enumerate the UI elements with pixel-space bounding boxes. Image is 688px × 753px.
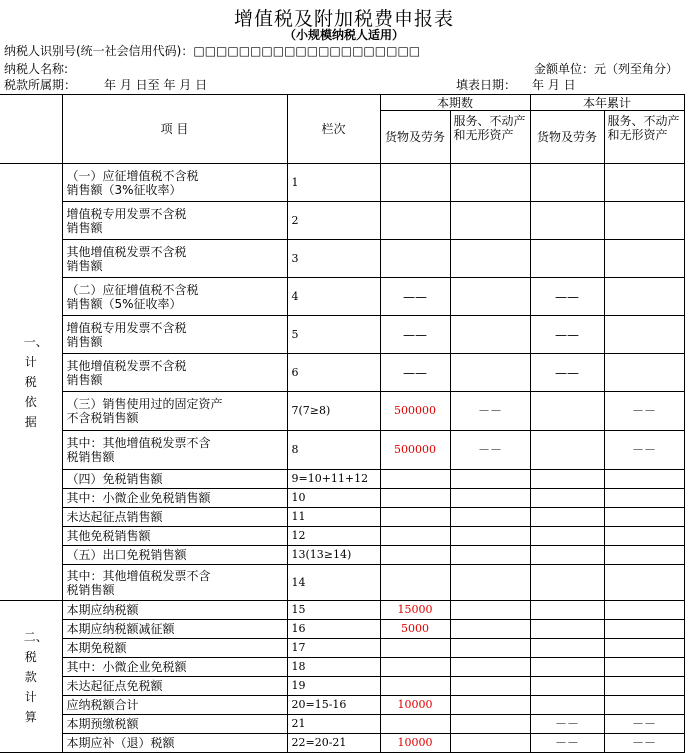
cell-year-services[interactable] bbox=[604, 639, 684, 658]
cell-current-services[interactable] bbox=[450, 527, 530, 546]
row-item-label: 其中：其他增值税发票不含 税销售额 bbox=[62, 565, 287, 601]
cell-year-goods[interactable] bbox=[530, 546, 604, 565]
cell-current-goods[interactable] bbox=[380, 658, 450, 677]
cell-current-services[interactable] bbox=[450, 278, 530, 316]
table-row bbox=[0, 546, 684, 565]
row-line-number: 9=10+11+12 bbox=[287, 470, 380, 489]
row-item-label: 未达起征点销售额 bbox=[62, 508, 287, 527]
section-calc-label bbox=[0, 601, 62, 753]
row-line-number: 12 bbox=[287, 527, 380, 546]
row-line-number: 2 bbox=[287, 202, 380, 240]
cell-current-goods[interactable]: 5000 bbox=[380, 620, 450, 639]
cell-current-services[interactable] bbox=[450, 639, 530, 658]
table-row bbox=[0, 620, 684, 639]
row-line-number: 10 bbox=[287, 489, 380, 508]
cell-year-services[interactable] bbox=[604, 620, 684, 639]
row-line-number: 21 bbox=[287, 715, 380, 734]
row-line-number: 13(13≥14) bbox=[287, 546, 380, 565]
table-row bbox=[0, 164, 684, 202]
cell-year-goods[interactable] bbox=[530, 164, 604, 202]
cell-current-services[interactable] bbox=[450, 620, 530, 639]
cell-current-services[interactable] bbox=[450, 677, 530, 696]
form-title: 增值税及附加税费申报表 bbox=[233, 8, 454, 30]
row-item-label: 其他免税销售额 bbox=[62, 527, 287, 546]
table-row bbox=[0, 677, 684, 696]
row-item-label: 其中：小微企业免税销售额 bbox=[62, 489, 287, 508]
row-item-label: （一）应征增值税不含税 销售额（3%征收率） bbox=[62, 164, 287, 202]
cell-year-services[interactable] bbox=[604, 354, 684, 392]
cell-year-goods[interactable]: —— bbox=[530, 354, 604, 392]
col-line-header: 栏次 bbox=[287, 95, 380, 164]
row-line-number: 5 bbox=[287, 316, 380, 354]
cell-year-services[interactable] bbox=[604, 546, 684, 565]
cell-year-goods[interactable] bbox=[530, 677, 604, 696]
cell-current-goods[interactable] bbox=[380, 202, 450, 240]
row-line-number: 15 bbox=[287, 601, 380, 620]
cell-year-goods[interactable] bbox=[530, 202, 604, 240]
cell-year-goods[interactable]: －－ bbox=[530, 715, 604, 734]
cell-year-services[interactable] bbox=[604, 565, 684, 601]
cell-current-services[interactable] bbox=[450, 354, 530, 392]
row-line-number: 19 bbox=[287, 677, 380, 696]
cell-year-services[interactable] bbox=[604, 278, 684, 316]
cell-current-services[interactable] bbox=[450, 601, 530, 620]
cell-year-goods[interactable]: —— bbox=[530, 278, 604, 316]
row-item-label: 本期预缴税额 bbox=[62, 715, 287, 734]
cell-current-services[interactable] bbox=[450, 164, 530, 202]
row-item-label: （三）销售使用过的固定资产 不含税销售额 bbox=[62, 392, 287, 431]
table-row bbox=[0, 316, 684, 354]
cell-year-services[interactable] bbox=[604, 240, 684, 278]
cell-year-services[interactable] bbox=[604, 202, 684, 240]
row-line-number: 6 bbox=[287, 354, 380, 392]
form-subtitle: （小规模纳税人适用） bbox=[283, 28, 404, 42]
row-line-number: 16 bbox=[287, 620, 380, 639]
cell-year-services[interactable]: －－ bbox=[604, 392, 684, 431]
cell-current-goods[interactable] bbox=[380, 639, 450, 658]
cell-current-services[interactable] bbox=[450, 734, 530, 753]
table-row bbox=[0, 354, 684, 392]
cell-current-services[interactable]: －－ bbox=[450, 392, 530, 431]
fill-date-value[interactable]: 年 月 日 bbox=[532, 78, 576, 92]
row-item-label: 增值税专用发票不含税 销售额 bbox=[62, 202, 287, 240]
section-basis-label bbox=[0, 164, 62, 601]
col-item-header: 项 目 bbox=[62, 95, 287, 164]
declaration-table bbox=[0, 94, 685, 753]
row-item-label: 其他增值税发票不含税 销售额 bbox=[62, 240, 287, 278]
row-line-number: 11 bbox=[287, 508, 380, 527]
cell-current-services[interactable] bbox=[450, 715, 530, 734]
cell-year-goods[interactable] bbox=[530, 658, 604, 677]
row-line-number: 7(7≥8) bbox=[287, 392, 380, 431]
row-line-number: 8 bbox=[287, 431, 380, 470]
row-item-label: （二）应征增值税不含税 销售额（5%征收率） bbox=[62, 278, 287, 316]
cell-year-services[interactable]: －－ bbox=[604, 715, 684, 734]
cell-current-goods[interactable] bbox=[380, 164, 450, 202]
cell-year-services[interactable] bbox=[604, 508, 684, 527]
cell-year-services[interactable] bbox=[604, 489, 684, 508]
table-row bbox=[0, 278, 684, 316]
cell-current-goods[interactable] bbox=[380, 470, 450, 489]
cell-year-goods[interactable] bbox=[530, 601, 604, 620]
cell-current-goods[interactable]: —— bbox=[380, 316, 450, 354]
cell-current-services[interactable] bbox=[450, 508, 530, 527]
col-year-services-header: 服务、不动产和无形资产 bbox=[604, 111, 684, 164]
row-item-label: 其他增值税发票不含税 销售额 bbox=[62, 354, 287, 392]
cell-current-services[interactable] bbox=[450, 696, 530, 715]
taxpayer-name-label: 纳税人名称: bbox=[4, 62, 69, 76]
cell-year-services[interactable]: －－ bbox=[604, 431, 684, 470]
cell-year-services[interactable] bbox=[604, 316, 684, 354]
cell-current-goods[interactable] bbox=[380, 565, 450, 601]
cell-current-goods[interactable] bbox=[380, 677, 450, 696]
cell-current-goods[interactable] bbox=[380, 546, 450, 565]
cell-current-services[interactable] bbox=[450, 546, 530, 565]
table-row bbox=[0, 240, 684, 278]
cell-current-goods[interactable]: —— bbox=[380, 278, 450, 316]
cell-year-goods[interactable] bbox=[530, 431, 604, 470]
cell-current-services[interactable] bbox=[450, 470, 530, 489]
table-row bbox=[0, 565, 684, 601]
row-item-label: 应纳税额合计 bbox=[62, 696, 287, 715]
cell-year-goods[interactable] bbox=[530, 696, 604, 715]
row-item-label: 本期应纳税额减征额 bbox=[62, 620, 287, 639]
fill-date-label: 填表日期： bbox=[456, 78, 517, 92]
table-row bbox=[0, 696, 684, 715]
row-line-number: 1 bbox=[287, 164, 380, 202]
cell-current-goods[interactable]: 500000 bbox=[380, 431, 450, 470]
row-line-number: 4 bbox=[287, 278, 380, 316]
cell-current-services[interactable] bbox=[450, 489, 530, 508]
table-row bbox=[0, 431, 684, 470]
cell-year-services[interactable] bbox=[604, 696, 684, 715]
cell-current-goods[interactable] bbox=[380, 508, 450, 527]
cell-current-services[interactable] bbox=[450, 202, 530, 240]
row-line-number: 17 bbox=[287, 639, 380, 658]
row-item-label: （四）免税销售额 bbox=[62, 470, 287, 489]
row-item-label: 本期应纳税额 bbox=[62, 601, 287, 620]
row-item-label: 其中：其他增值税发票不含 税销售额 bbox=[62, 431, 287, 470]
table-row bbox=[0, 489, 684, 508]
taxpayer-id-label: 纳税人识别号(统一社会信用代码)：□□□□□□□□□□□□□□□□□□□□ bbox=[4, 44, 421, 58]
cell-year-goods[interactable]: －－ bbox=[530, 734, 604, 753]
row-line-number: 14 bbox=[287, 565, 380, 601]
row-line-number: 20=15-16 bbox=[287, 696, 380, 715]
cell-year-services[interactable] bbox=[604, 470, 684, 489]
cell-current-goods[interactable] bbox=[380, 489, 450, 508]
row-line-number: 22=20-21 bbox=[287, 734, 380, 753]
cell-current-goods[interactable]: 15000 bbox=[380, 601, 450, 620]
row-item-label: （五）出口免税销售额 bbox=[62, 546, 287, 565]
cell-year-goods[interactable] bbox=[530, 240, 604, 278]
cell-current-goods[interactable] bbox=[380, 715, 450, 734]
cell-year-services[interactable] bbox=[604, 527, 684, 546]
col-current-period-header: 本期数 bbox=[380, 95, 530, 111]
table-row bbox=[0, 392, 684, 431]
cell-current-goods[interactable]: —— bbox=[380, 354, 450, 392]
table-row bbox=[0, 658, 684, 677]
cell-current-goods[interactable]: 10000 bbox=[380, 734, 450, 753]
cell-year-goods[interactable]: —— bbox=[530, 316, 604, 354]
cell-year-goods[interactable] bbox=[530, 470, 604, 489]
cell-year-services[interactable] bbox=[604, 677, 684, 696]
col-year-goods-header: 货物及劳务 bbox=[530, 111, 604, 164]
row-item-label: 未达起征点免税额 bbox=[62, 677, 287, 696]
cell-current-services[interactable] bbox=[450, 316, 530, 354]
cell-current-goods[interactable]: 500000 bbox=[380, 392, 450, 431]
table-row bbox=[0, 527, 684, 546]
cell-current-goods[interactable] bbox=[380, 527, 450, 546]
cell-year-goods[interactable] bbox=[530, 620, 604, 639]
col-goods-header: 货物及劳务 bbox=[380, 111, 450, 164]
cell-year-goods[interactable] bbox=[530, 527, 604, 546]
row-item-label: 增值税专用发票不含税 销售额 bbox=[62, 316, 287, 354]
cell-current-goods[interactable]: 10000 bbox=[380, 696, 450, 715]
row-line-number: 18 bbox=[287, 658, 380, 677]
row-item-label: 本期应补（退）税额 bbox=[62, 734, 287, 753]
table-row bbox=[0, 734, 684, 753]
cell-current-goods[interactable] bbox=[380, 240, 450, 278]
cell-year-services[interactable] bbox=[604, 601, 684, 620]
cell-current-services[interactable] bbox=[450, 240, 530, 278]
col-year-total-header: 本年累计 bbox=[530, 95, 684, 111]
period-label: 税款所属期： bbox=[4, 78, 77, 92]
cell-year-services[interactable]: －－ bbox=[604, 734, 684, 753]
corner-cell bbox=[0, 95, 62, 164]
cell-year-goods[interactable] bbox=[530, 489, 604, 508]
cell-year-services[interactable] bbox=[604, 658, 684, 677]
cell-year-goods[interactable] bbox=[530, 565, 604, 601]
col-services-header: 服务、不动产和无形资产 bbox=[450, 111, 530, 164]
row-line-number: 3 bbox=[287, 240, 380, 278]
cell-current-services[interactable] bbox=[450, 658, 530, 677]
table-row bbox=[0, 508, 684, 527]
table-row bbox=[0, 601, 684, 620]
table-row bbox=[0, 639, 684, 658]
cell-current-services[interactable] bbox=[450, 565, 530, 601]
unit-label: 金额单位：元（列至角分） bbox=[534, 62, 679, 76]
table-row bbox=[0, 202, 684, 240]
row-item-label: 本期免税额 bbox=[62, 639, 287, 658]
cell-year-services[interactable] bbox=[604, 164, 684, 202]
cell-year-goods[interactable] bbox=[530, 392, 604, 431]
section-label-text: 一、计税依据 bbox=[23, 335, 48, 429]
cell-year-goods[interactable] bbox=[530, 508, 604, 527]
row-item-label: 其中：小微企业免税额 bbox=[62, 658, 287, 677]
table-row bbox=[0, 470, 684, 489]
section-label-text: 二、税款计算 bbox=[23, 629, 48, 724]
cell-current-services[interactable]: －－ bbox=[450, 431, 530, 470]
cell-year-goods[interactable] bbox=[530, 639, 604, 658]
table-row bbox=[0, 715, 684, 734]
period-value[interactable]: 年 月 日至 年 月 日 bbox=[104, 78, 208, 92]
